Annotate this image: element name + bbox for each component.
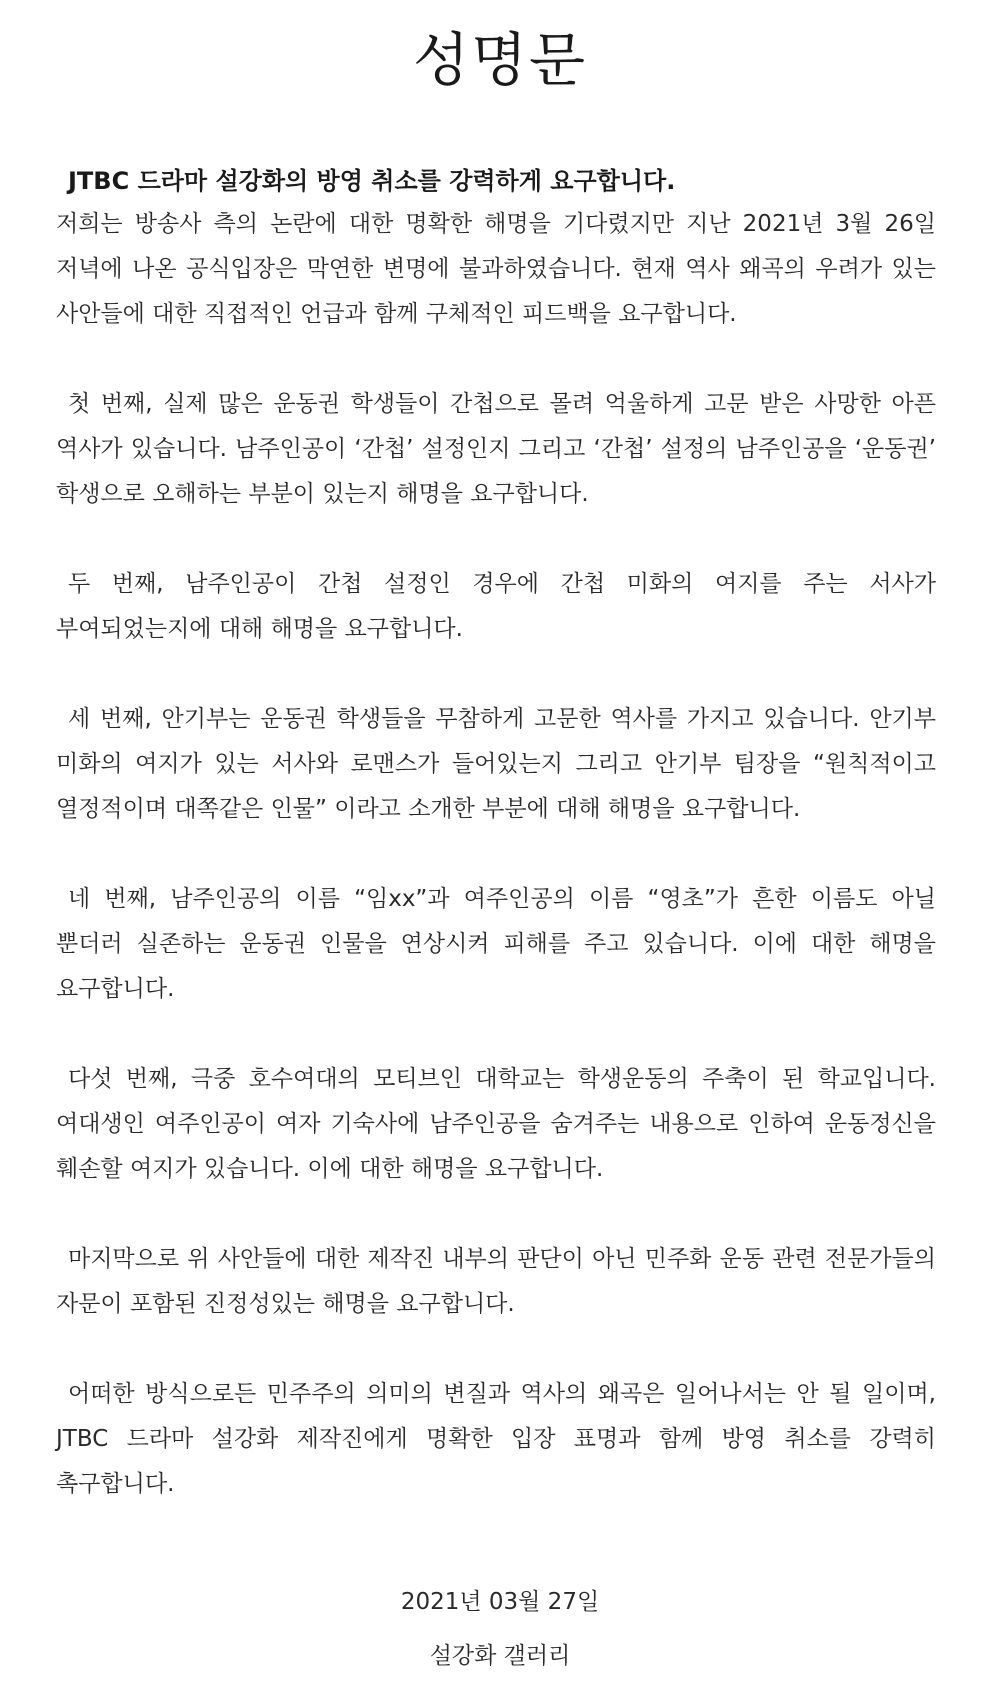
paragraph-spacer — [56, 1012, 936, 1057]
document-subtitle: JTBC 드라마 설강화의 방영 취소를 강력하게 요구합니다. — [68, 167, 676, 195]
document-signature: 설강화 갤러리 — [429, 1643, 571, 1669]
paragraph-spacer — [56, 652, 936, 697]
paragraph-spacer — [56, 337, 936, 382]
paragraph-fifth: 다섯 번째, 극중 호수여대의 모티브인 대학교는 학생운동의 주축이 된 학교입니다. 여대생인 여주인공이 여자 기숙사에 남주인공을 숨겨주는 내용으로 인하여 운동정신을 훼손할 여지가 있습니다. 이에 대한 해명을 요구합니다. — [56, 1066, 936, 1182]
paragraph-first: 첫 번째, 실제 많은 운동권 학생들이 간첩으로 몰려 억울하게 고문 받은 사망한 아픈 역사가 있습니다. 남주인공이 ‘간첩’ 설정인지 그리고 ‘간첩’ 설정의 남주인공을 ‘운동권’ 학생으로 오해하는 부분이 있는지 해명을 요구합니다. — [56, 391, 936, 507]
paragraph-third: 세 번째, 안기부는 운동권 학생들을 무참하게 고문한 역사를 가지고 있습니다. 안기부 미화의 여지가 있는 서사와 로맨스가 들어있는지 그리고 안기부 팀장을 “원칙적이고 열정적이며 대쪽같은 인물” 이라고 소개한 부분에 대해 해명을 요구합니다. — [56, 706, 936, 822]
document-title: 성명문 — [412, 26, 588, 94]
paragraph-spacer — [56, 832, 936, 877]
intro-paragraph: 저희는 방송사 측의 논란에 대한 명확한 해명을 기다렸지만 지난 2021년 3월 26일 저녁에 나온 공식입장은 막연한 변명에 불과하였습니다. 현재 역사 왜곡의 우려가 있는 사안들에 대한 직접적인 언급과 함께 구체적인 피드백을 요구합니다. — [56, 211, 936, 327]
paragraph-spacer — [56, 1192, 936, 1237]
document-date: 2021년 03월 27일 — [400, 1589, 600, 1615]
paragraph-spacer — [56, 1327, 936, 1372]
document-body — [56, 160, 936, 1507]
paragraph-conclusion: 어떠한 방식으로든 민주주의 의미의 변질과 역사의 왜곡은 일어나서는 안 될 일이며, JTBC 드라마 설강화 제작진에게 명확한 입장 표명과 함께 방영 취소를 강력히 촉구합니다. — [56, 1381, 936, 1497]
paragraph-second: 두 번째, 남주인공이 간첩 설정인 경우에 간첩 미화의 여지를 주는 서사가 부여되었는지에 대해 해명을 요구합니다. — [56, 571, 936, 642]
paragraph-spacer — [56, 517, 936, 562]
paragraph-final-request: 마지막으로 위 사안들에 대한 제작진 내부의 판단이 아닌 민주화 운동 관련 전문가들의 자문이 포함된 진정성있는 해명을 요구합니다. — [56, 1246, 936, 1317]
paragraph-fourth: 네 번째, 남주인공의 이름 “임xx”과 여주인공의 이름 “영초”가 흔한 이름도 아닐 뿐더러 실존하는 운동권 인물을 연상시켜 피해를 주고 있습니다. 이에 대한 해명을 요구합니다. — [56, 886, 936, 1002]
